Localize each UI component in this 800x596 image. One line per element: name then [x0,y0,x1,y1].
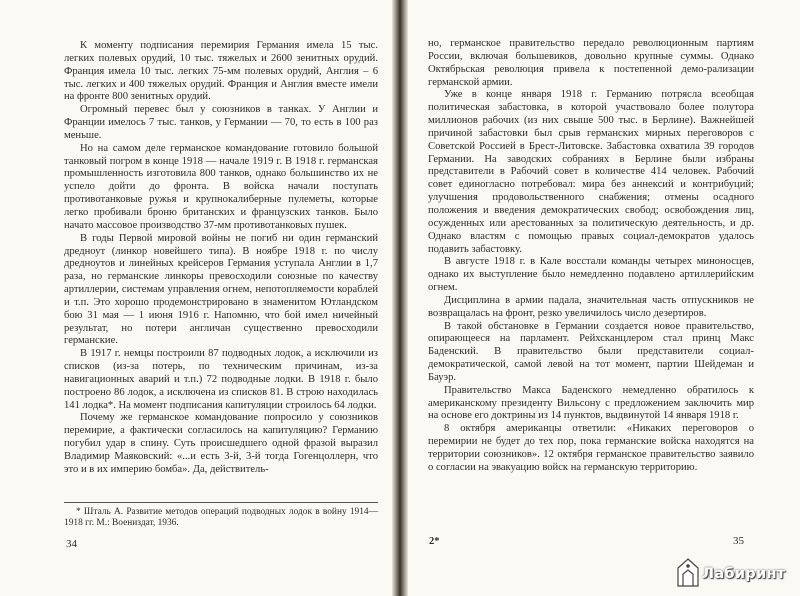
watermark-text: Лабиринт [702,566,786,582]
right-paragraph-3: Дисциплина в армии падала, значительная часть отпускников не возвращалась на фронт, резко увеличилось число дезертиров. [428,294,754,319]
left-page-text [64,40,378,477]
left-paragraph-6: Почему же германское командование попросило у союзников перемирие, а фактически согласилось на капитуляцию? Германию погубил удар в спину. Суть происшедшего одной фразой выразил Владимир Маяковский: «...и есть 3-й, 3-й тогда Гогенцоллерн, что это и в их империю бомба». Да, действитель- [64,412,378,475]
book-gutter [392,0,408,596]
left-paragraph-2: Огромный перевес был у союзников в танках. У Англии и Франции имелось 7 тыс. танков, у Германии — 70, то есть в 100 раз меньше. [64,104,378,141]
right-paragraph-4: В такой обстановке в Германии создается новое правительство, опирающееся на парламент. Рейхсканцлером стал принц Макс Баденский. В правительство были представители социал-демократической, самой левой на тот момент, партии Шейдеман и Бауэр. [428,320,754,383]
left-paragraph-3: Но на самом деле германское командование готовило большой танковый погром в конце 1918 — начале 1919 г. В 1918 г. германская промышленность изготовила 800 танков, однако большинство их не успело дойти до фронта. В войска начали поступать противотанковые ружья и крупнокалиберные пулеметы, которые легко пробивали броню британских и французских танков. Было начато массовое производство 37-мм противотанковых пушек. [64,142,378,231]
labirint-watermark [676,556,794,590]
right-paragraph-1: Уже в конце января 1918 г. Германию потрясла всеобщая политическая забастовка, в которой участвовало более полутора миллионов рабочих (из них свыше 500 тыс. в Берлине). Важнейшей причиной забастовки был срыв германских мирных переговоров с Советской Россией в Брест-Литовске. Забастовка охватила 39 городов Германии. На заводских собраниях в Берлине были избраны представители в Рабочий совет в количестве 414 человек. Рабочий совет единогласно потребовал: мира без аннексий и контрибуций; улучшения продовольственного снабжения; отмены осадного положения и введения демократических свобод; освобождения лиц, осужденных или арестованных за политическую деятельность, и др. Однако властям с помощью правых социал-демократов удалось подавить забастовку. [428,89,754,255]
right-paragraph-2: В августе 1918 г. в Кале восстали команды четырех миноносцев, однако их выступление было немедленно подавлено артиллерийским огнем. [428,256,754,294]
page-number-left: 34 [66,538,77,550]
right-page-text [428,38,754,475]
footnote [64,502,378,530]
right-paragraph-6: 8 октября американцы ответили: «Никаких переговоров о перемирии не будет до тех пор, пока германские войска находятся на территории союзников». 12 октября германское правительство заявило о согласии на эвакуацию войск на германскую территорию. [428,423,754,473]
labirint-logo-icon [676,558,700,588]
signature-mark: 2* [429,536,440,547]
right-continuation: но, германское правительство передало революционным партиям России, включая большевиков, довольно крупные суммы. Однако Октябрьская революция привела к постепенной демо-рализации германской армии. [428,38,754,88]
footnote-text: * Шталь А. Развитие методов операций подводных лодок в войну 1914—1918 гг. М.: Воениздат, 1936. [64,507,378,529]
left-paragraph-5: В 1917 г. немцы построили 87 подводных лодок, а исключили из списков (из-за потерь, по техническим причинам, из-за навигационных аварий и т.п.) 72 подводные лодки. В 1918 г. было построено 86 лодок, а исключена из списков 81. В строю находилась 141 лодка*. На момент подписания капитуляции строилось 64 лодки. [64,348,378,411]
left-paragraph-4: В годы Первой мировой войны не погиб ни один германский дредноут (линкор новейшего типа). В ноябре 1918 г. по числу дредноутов и линейных крейсеров Германия уступала Англии в 1,7 раза, но германские линкоры превосходили союзные по качеству артиллерии, системам управления огнем, непотопляемости кораблей и т.п. Это хорошо продемонстрировано в знаменитом Ютландском бою 31 мая — 1 июня 1916 г. Напомню, что бой имел ничейный результат, но потери англичан существенно превосходили германские. [64,232,378,347]
right-paragraph-5: Правительство Макса Баденского немедленно обратилось к американскому президенту Вильсону с предложением заключить мир на основе его доктрины из 14 пунктов, выдвинутой 14 января 1918 г. [428,384,754,422]
page-number-right: 35 [733,535,744,547]
left-paragraph-1: К моменту подписания перемирия Германия имела 15 тыс. легких полевых орудий, 10 тыс. тяжелых и 2600 зенитных орудий. Франция имела 10 тыс. легких 75-мм полевых орудий, Англия – 6 тыс. легких и 400 тяжелых орудий. Франция и Англия вместе имели на фронте 800 зенитных орудий. [64,40,378,103]
